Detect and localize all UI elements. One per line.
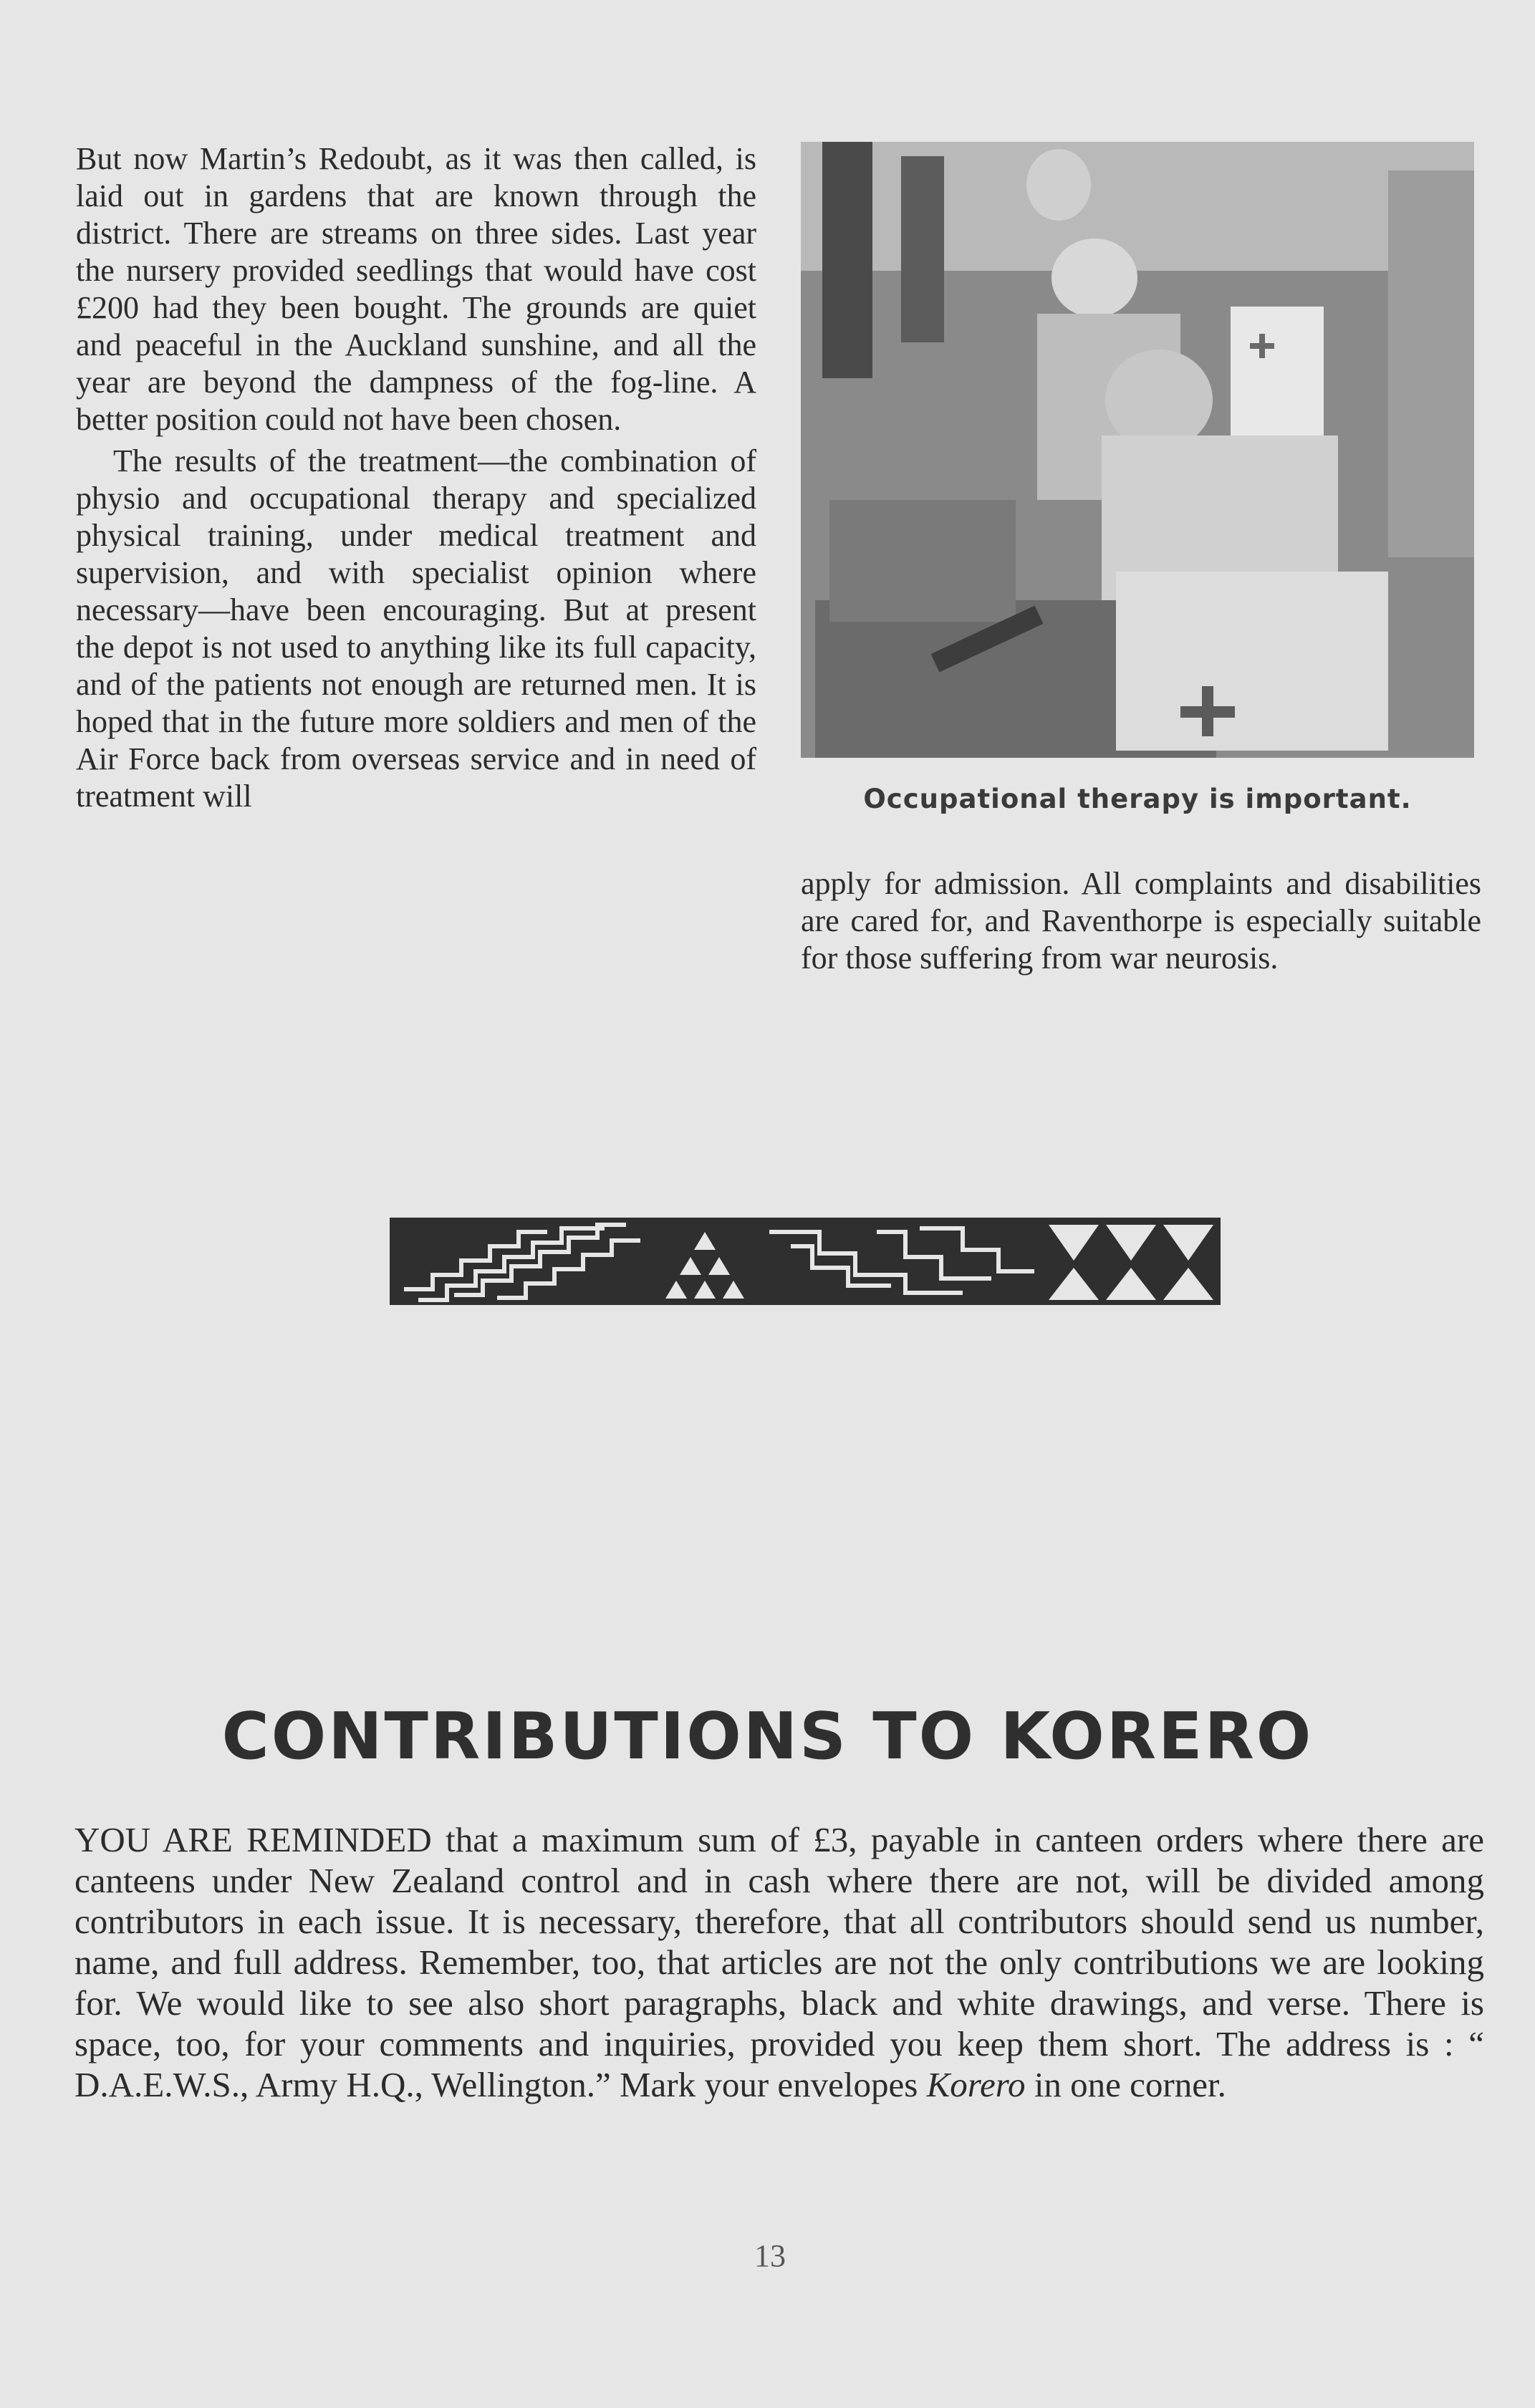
article-paragraph-3: apply for admission. All complaints and disabilities are cared for, and Raventhorpe is especially suitable for those suffering from war neurosis. <box>801 866 1481 976</box>
left-article-column <box>76 140 756 815</box>
article-paragraph-1: But now Martin’s Redoubt, as it was then called, is laid out in gardens that are known through the district. There are streams on three sides. Last year the nursery provided seedlings that would have cost £200 had they been bought. The grounds are quiet and peaceful in the Auckland sunshine, and all the year are beyond the dampness of the fog-line. A better position could not have been chosen. <box>76 141 756 437</box>
article-paragraph-2: The results of the treatment—the combination of physio and occupational therapy and specialized physical training, under medical treatment and supervision, and with specialist opinion where necessary—have been encouraging. But at present the depot is not used to anything like its full capacity, and of the patients not enough are returned men. It is hoped that in the future more soldiers and men of the Air Force back from overseas service and in need of treatment will <box>76 443 756 814</box>
notice-italic-title: Korero <box>926 2065 1026 2104</box>
page-number: 13 <box>754 2238 786 2273</box>
section-heading: CONTRIBUTIONS TO KORERO <box>221 1699 1314 1774</box>
occupational-therapy-photo <box>801 142 1474 758</box>
photo-caption: Occupational therapy is important. <box>863 784 1412 814</box>
right-article-column <box>801 865 1481 977</box>
maori-pattern-divider <box>390 1218 1221 1305</box>
notice-text: YOU ARE REMINDED that a maximum sum of £3, payable in canteen orders where there are canteens under New Zealand control and in cash where there are not, will be divided among contributors in each issue. It is necessary, therefore, that all contributors should send us number, name, and full address. Remember, too, that articles are not the only contributions we are looking for. We would like to see also short paragraphs, black and white drawings, and verse. There is space, too, for your comments and inquiries, provided you keep them short. The address is : “ D.A.E.W.S., Army H.Q., Wellington.” Mark your envelopes <box>74 1820 1484 2104</box>
contributions-notice <box>74 1819 1484 2105</box>
notice-text-end: in one corner. <box>1025 2065 1226 2104</box>
